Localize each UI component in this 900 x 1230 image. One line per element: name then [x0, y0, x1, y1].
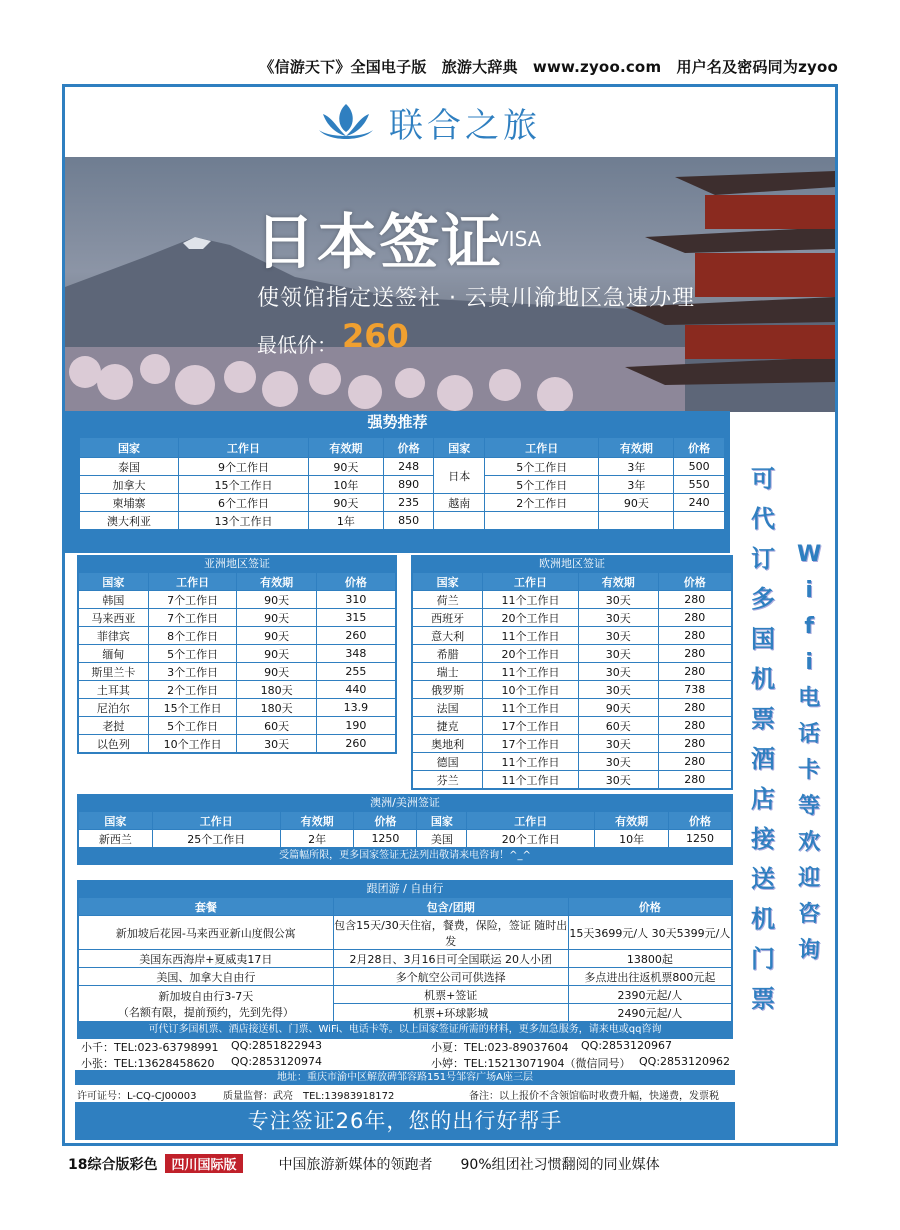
table-row	[413, 609, 732, 627]
side-char: 欢	[798, 830, 821, 855]
side-char: 迎	[798, 866, 821, 891]
oceania-title: 澳洲/美洲签证	[78, 795, 732, 811]
cell: 1年	[308, 512, 383, 530]
cell: 5个工作日	[148, 717, 237, 735]
cell: 280	[658, 591, 731, 609]
cell: 60天	[237, 717, 316, 735]
table-row	[413, 699, 732, 717]
side-char: 代	[751, 505, 775, 533]
cell: 俄罗斯	[413, 681, 483, 699]
cell: 260	[316, 627, 395, 645]
cell: 7个工作日	[148, 591, 237, 609]
cell: 意大利	[413, 627, 483, 645]
slogan-banner: 专注签证26年，您的出行好帮手	[75, 1102, 735, 1140]
header-cell: 套餐	[79, 898, 334, 916]
cell: 280	[658, 645, 731, 663]
cell: 17个工作日	[483, 735, 579, 753]
cell: 3年	[599, 458, 674, 476]
cell: 10年	[595, 830, 669, 848]
table-row	[413, 681, 732, 699]
permit-number: 许可证号：L-CQ-CJ00003	[77, 1091, 197, 1102]
cell: 德国	[413, 753, 483, 771]
cell: 20个工作日	[483, 645, 579, 663]
cell: 包含15天/30天住宿，餐费，保险，签证 随时出发	[333, 916, 568, 950]
hero-subtitle: 使领馆指定送签社 · 云贵川渝地区急速办理	[257, 286, 695, 311]
cell: 希腊	[413, 645, 483, 663]
cell: 30天	[578, 735, 658, 753]
header-cell: 国家	[79, 812, 153, 830]
header-cell: 有效期	[280, 812, 354, 830]
header-cell: 国家	[434, 438, 485, 458]
side-char: f	[804, 614, 814, 639]
cell: 柬埔寨	[80, 494, 179, 512]
cell: 30天	[578, 645, 658, 663]
hero-price-label: 最低价：	[257, 333, 337, 357]
cell: 11个工作日	[483, 663, 579, 681]
cell: 5个工作日	[148, 645, 237, 663]
cell: 9个工作日	[179, 458, 309, 476]
cell: 11个工作日	[483, 753, 579, 771]
side-char: 门	[751, 945, 775, 973]
side-char: 票	[751, 985, 775, 1013]
header-cell: 工作日	[152, 812, 280, 830]
cell: 美国东西海岸+夏威夷17日	[79, 950, 334, 968]
asia-title: 亚洲地区签证	[78, 556, 396, 572]
header-cell: 价格	[658, 573, 731, 591]
address-bar: 地址：重庆市渝中区解放碑邹容路151号邹容广场A座三层	[75, 1070, 735, 1085]
cell: 新加坡后花园-马来西亚新山度假公寓	[79, 916, 334, 950]
cell: 90天	[237, 627, 316, 645]
cell: 泰国	[80, 458, 179, 476]
cell: 澳大利亚	[80, 512, 179, 530]
table-row	[413, 717, 732, 735]
table-row	[413, 645, 732, 663]
table-row	[79, 830, 732, 848]
cell: 日本	[434, 458, 485, 494]
recommend-table	[79, 437, 725, 530]
oceania-note: 受篇幅所限，更多国家签证无法列出敬请来电咨询！^_^	[78, 848, 732, 864]
cell: 3年	[599, 476, 674, 494]
side-char: W	[797, 542, 822, 567]
cell: 90天	[237, 591, 316, 609]
table-row	[79, 968, 732, 986]
cell: 738	[658, 681, 731, 699]
cell: 20个工作日	[483, 609, 579, 627]
cell: 瑞士	[413, 663, 483, 681]
header-cell: 包含/团期	[333, 898, 568, 916]
side-char: 送	[751, 865, 775, 893]
cell: 30天	[578, 627, 658, 645]
side-char: 多	[751, 585, 775, 613]
cell: 60天	[578, 717, 658, 735]
header-cell: 工作日	[483, 573, 579, 591]
cell: 20个工作日	[467, 830, 595, 848]
table-row	[413, 753, 732, 771]
side-char: 询	[798, 938, 821, 963]
cell: 90天	[578, 699, 658, 717]
cell: 7个工作日	[148, 609, 237, 627]
tours-title: 跟团游 / 自由行	[78, 881, 732, 897]
header-cell: 有效期	[578, 573, 658, 591]
cell: 500	[674, 458, 725, 476]
table-row	[413, 771, 732, 789]
cell: 法国	[413, 699, 483, 717]
cell: 13个工作日	[179, 512, 309, 530]
cell: 315	[316, 609, 395, 627]
header-cell: 工作日	[148, 573, 237, 591]
table-row	[79, 717, 396, 735]
cell: 15天3699元/人 30天5399元/人	[568, 916, 731, 950]
cell	[79, 986, 334, 1022]
cell: 2月28日、3月16日可全国联运 20人小团	[333, 950, 568, 968]
cell: 多个航空公司可供选择	[333, 968, 568, 986]
cell: 15个工作日	[148, 699, 237, 717]
side-char: 可	[751, 465, 775, 493]
cell	[599, 512, 674, 530]
cell: 280	[658, 627, 731, 645]
cell: 斯里兰卡	[79, 663, 149, 681]
cell: 248	[383, 458, 434, 476]
side-char: 机	[751, 905, 775, 933]
cell: 348	[316, 645, 395, 663]
side-char: 机	[751, 665, 775, 693]
cell: 30天	[578, 753, 658, 771]
cell: 8个工作日	[148, 627, 237, 645]
cell: 180天	[237, 681, 316, 699]
header-cell: 价格	[354, 812, 417, 830]
cell: 2490元起/人	[568, 1004, 731, 1022]
header-cell: 价格	[383, 438, 434, 458]
cell: 280	[658, 753, 731, 771]
cell: 老挝	[79, 717, 149, 735]
header-cell: 有效期	[595, 812, 669, 830]
cell: 890	[383, 476, 434, 494]
cell: 280	[658, 609, 731, 627]
header-cell: 工作日	[485, 438, 599, 458]
tours-section	[77, 880, 733, 1039]
cell	[674, 512, 725, 530]
cell: 30天	[578, 609, 658, 627]
contact-qq: QQ:2853120974	[231, 1055, 323, 1068]
cell: 土耳其	[79, 681, 149, 699]
side-char: 订	[751, 545, 775, 573]
europe-title: 欧洲地区签证	[412, 556, 732, 572]
cell: 机票+环球影城	[333, 1004, 568, 1022]
cell: 缅甸	[79, 645, 149, 663]
side-char: 酒	[751, 745, 775, 773]
cell: 13800起	[568, 950, 731, 968]
cell: 13.9	[316, 699, 395, 717]
side-char: 话	[798, 722, 821, 747]
cell: 6个工作日	[179, 494, 309, 512]
cell: 280	[658, 717, 731, 735]
cell: 90天	[308, 494, 383, 512]
cell: 550	[674, 476, 725, 494]
cell: 240	[674, 494, 725, 512]
cell: 美国、加拿大自由行	[79, 968, 334, 986]
sg-note: （名额有限，提前预约，先到先得）	[117, 1005, 294, 1019]
side-char: 等	[798, 794, 821, 819]
footer-tagline: 90%组团社习惯翻阅的同业媒体	[460, 1157, 660, 1173]
cell: 2个工作日	[148, 681, 237, 699]
side-text-booking	[751, 459, 775, 1019]
cell: 280	[658, 699, 731, 717]
table-row	[79, 950, 732, 968]
edition-badge: 四川国际版	[165, 1154, 242, 1173]
contact-qq: QQ:2851822943	[231, 1039, 323, 1052]
cell: 310	[316, 591, 395, 609]
table-row	[413, 735, 732, 753]
contact-qq: QQ:2853120967	[581, 1039, 673, 1052]
header-cell: 国家	[417, 812, 467, 830]
side-char: 接	[751, 825, 775, 853]
header-cell: 价格	[669, 812, 732, 830]
cell: 机票+签证	[333, 986, 568, 1004]
cell: 440	[316, 681, 395, 699]
header-cell: 有效期	[308, 438, 383, 458]
cell: 30天	[237, 735, 316, 753]
cell: 235	[383, 494, 434, 512]
table-row	[413, 627, 732, 645]
cell: 10个工作日	[148, 735, 237, 753]
cell: 2个工作日	[485, 494, 599, 512]
cell: 越南	[434, 494, 485, 512]
cell: 90天	[237, 609, 316, 627]
cell: 90天	[237, 663, 316, 681]
table-row	[80, 458, 725, 476]
side-char: 卡	[798, 758, 821, 783]
table-row	[80, 476, 725, 494]
contact-line-2	[81, 1055, 731, 1069]
cell: 西班牙	[413, 609, 483, 627]
cell	[485, 512, 599, 530]
asia-section	[77, 555, 397, 754]
oceania-table	[78, 811, 732, 848]
table-row	[79, 681, 396, 699]
cell: 25个工作日	[152, 830, 280, 848]
contact-tel: 小张：TEL:13628458620	[81, 1057, 215, 1070]
cell: 280	[658, 771, 731, 789]
cell: 菲律宾	[79, 627, 149, 645]
header-cell: 有效期	[237, 573, 316, 591]
asia-table	[78, 572, 396, 753]
cell: 尼泊尔	[79, 699, 149, 717]
contact-tel: 小夏：TEL:023-89037604	[431, 1041, 569, 1054]
cell: 90天	[308, 458, 383, 476]
header-cell: 价格	[674, 438, 725, 458]
cell: 2390元起/人	[568, 986, 731, 1004]
cell: 10年	[308, 476, 383, 494]
table-row	[79, 699, 396, 717]
license-line	[77, 1087, 737, 1101]
table-row	[80, 494, 725, 512]
table-row	[79, 735, 396, 753]
cell: 180天	[237, 699, 316, 717]
contact-line-1	[81, 1039, 731, 1053]
header-cell: 价格	[316, 573, 395, 591]
tours-table	[78, 897, 732, 1022]
europe-section	[411, 555, 733, 790]
cell: 以色列	[79, 735, 149, 753]
hero-visa-label: VISA	[495, 227, 542, 251]
cell: 90天	[237, 645, 316, 663]
cell: 1250	[354, 830, 417, 848]
logo	[315, 97, 541, 147]
cell: 2年	[280, 830, 354, 848]
contact-tel: 小千：TEL:023-63798991	[81, 1041, 219, 1054]
page-number: 18综合版彩色	[68, 1157, 158, 1173]
cell: 10个工作日	[483, 681, 579, 699]
hero-banner	[65, 157, 835, 412]
cell: 韩国	[79, 591, 149, 609]
contact-tel: 小婷：TEL:15213071904（微信同号）	[431, 1057, 631, 1070]
table-row	[79, 986, 732, 1004]
cell: 马来西亚	[79, 609, 149, 627]
side-char: 国	[751, 625, 775, 653]
cell	[434, 512, 485, 530]
header-cell: 有效期	[599, 438, 674, 458]
cell: 5个工作日	[485, 458, 599, 476]
header-cell: 价格	[568, 898, 731, 916]
advertisement-frame	[62, 84, 838, 1146]
header-cell: 国家	[79, 573, 149, 591]
cell: 30天	[578, 591, 658, 609]
cell: 260	[316, 735, 395, 753]
side-char: 咨	[798, 902, 821, 927]
recommend-section	[65, 411, 730, 553]
cell: 11个工作日	[483, 771, 579, 789]
header-cell: 工作日	[467, 812, 595, 830]
cell: 11个工作日	[483, 627, 579, 645]
side-text-wifi	[797, 537, 821, 969]
recommend-title: 强势推荐	[367, 413, 428, 431]
side-char: 电	[798, 686, 821, 711]
cell: 奥地利	[413, 735, 483, 753]
cell: 多点进出往返机票800元起	[568, 968, 731, 986]
table-row	[79, 645, 396, 663]
cell: 5个工作日	[485, 476, 599, 494]
table-row	[79, 627, 396, 645]
cell: 3个工作日	[148, 663, 237, 681]
table-row	[413, 663, 732, 681]
side-char: 店	[751, 785, 775, 813]
side-char: i	[805, 578, 813, 603]
cell: 850	[383, 512, 434, 530]
logo-name: 联合之旅	[389, 105, 541, 146]
cell: 280	[658, 735, 731, 753]
top-header: 《信游天下》全国电子版 旅游大辞典 www.zyoo.com 用户名及密码同为zyoo	[259, 58, 838, 76]
table-row	[79, 663, 396, 681]
cell: 加拿大	[80, 476, 179, 494]
table-row	[79, 591, 396, 609]
europe-table	[412, 572, 732, 789]
side-char: i	[805, 650, 813, 675]
cell: 15个工作日	[179, 476, 309, 494]
cell: 90天	[599, 494, 674, 512]
header-cell: 工作日	[179, 438, 309, 458]
header-cell: 国家	[413, 573, 483, 591]
cell: 190	[316, 717, 395, 735]
table-row	[80, 512, 725, 530]
cell: 280	[658, 663, 731, 681]
quality-supervision: 质量监督：武亮 TEL:13983918172	[223, 1091, 395, 1102]
cell: 新西兰	[79, 830, 153, 848]
hero-title: 日本签证	[255, 208, 503, 278]
contact-qq: QQ:2853120962	[639, 1055, 731, 1068]
table-row	[79, 916, 732, 950]
table-row	[413, 591, 732, 609]
side-char: 票	[751, 705, 775, 733]
cell: 11个工作日	[483, 699, 579, 717]
cell: 1250	[669, 830, 732, 848]
cell: 30天	[578, 771, 658, 789]
page-footer	[68, 1154, 660, 1174]
cell: 美国	[417, 830, 467, 848]
table-row	[79, 609, 396, 627]
header-cell: 国家	[80, 438, 179, 458]
cell: 30天	[578, 681, 658, 699]
tours-note: 可代订多国机票、酒店接送机、门票、WiFi、电话卡等。以上国家签证所需的材料，更多加急服务，请来电或qq咨询	[78, 1022, 732, 1038]
cell: 捷克	[413, 717, 483, 735]
hero-price: 260	[342, 317, 409, 355]
cell: 17个工作日	[483, 717, 579, 735]
lotus-logo-icon	[315, 100, 377, 144]
cell: 荷兰	[413, 591, 483, 609]
oceania-america-section	[77, 794, 733, 865]
cell: 255	[316, 663, 395, 681]
footer-tagline: 中国旅游新媒体的领跑者	[278, 1157, 433, 1173]
cell: 30天	[578, 663, 658, 681]
price-remark: 备注：以上报价不含领馆临时收费升幅，快递费，发票税	[469, 1091, 719, 1102]
cell: 芬兰	[413, 771, 483, 789]
cell: 11个工作日	[483, 591, 579, 609]
sg-name: 新加坡自由行3-7天	[158, 989, 254, 1003]
